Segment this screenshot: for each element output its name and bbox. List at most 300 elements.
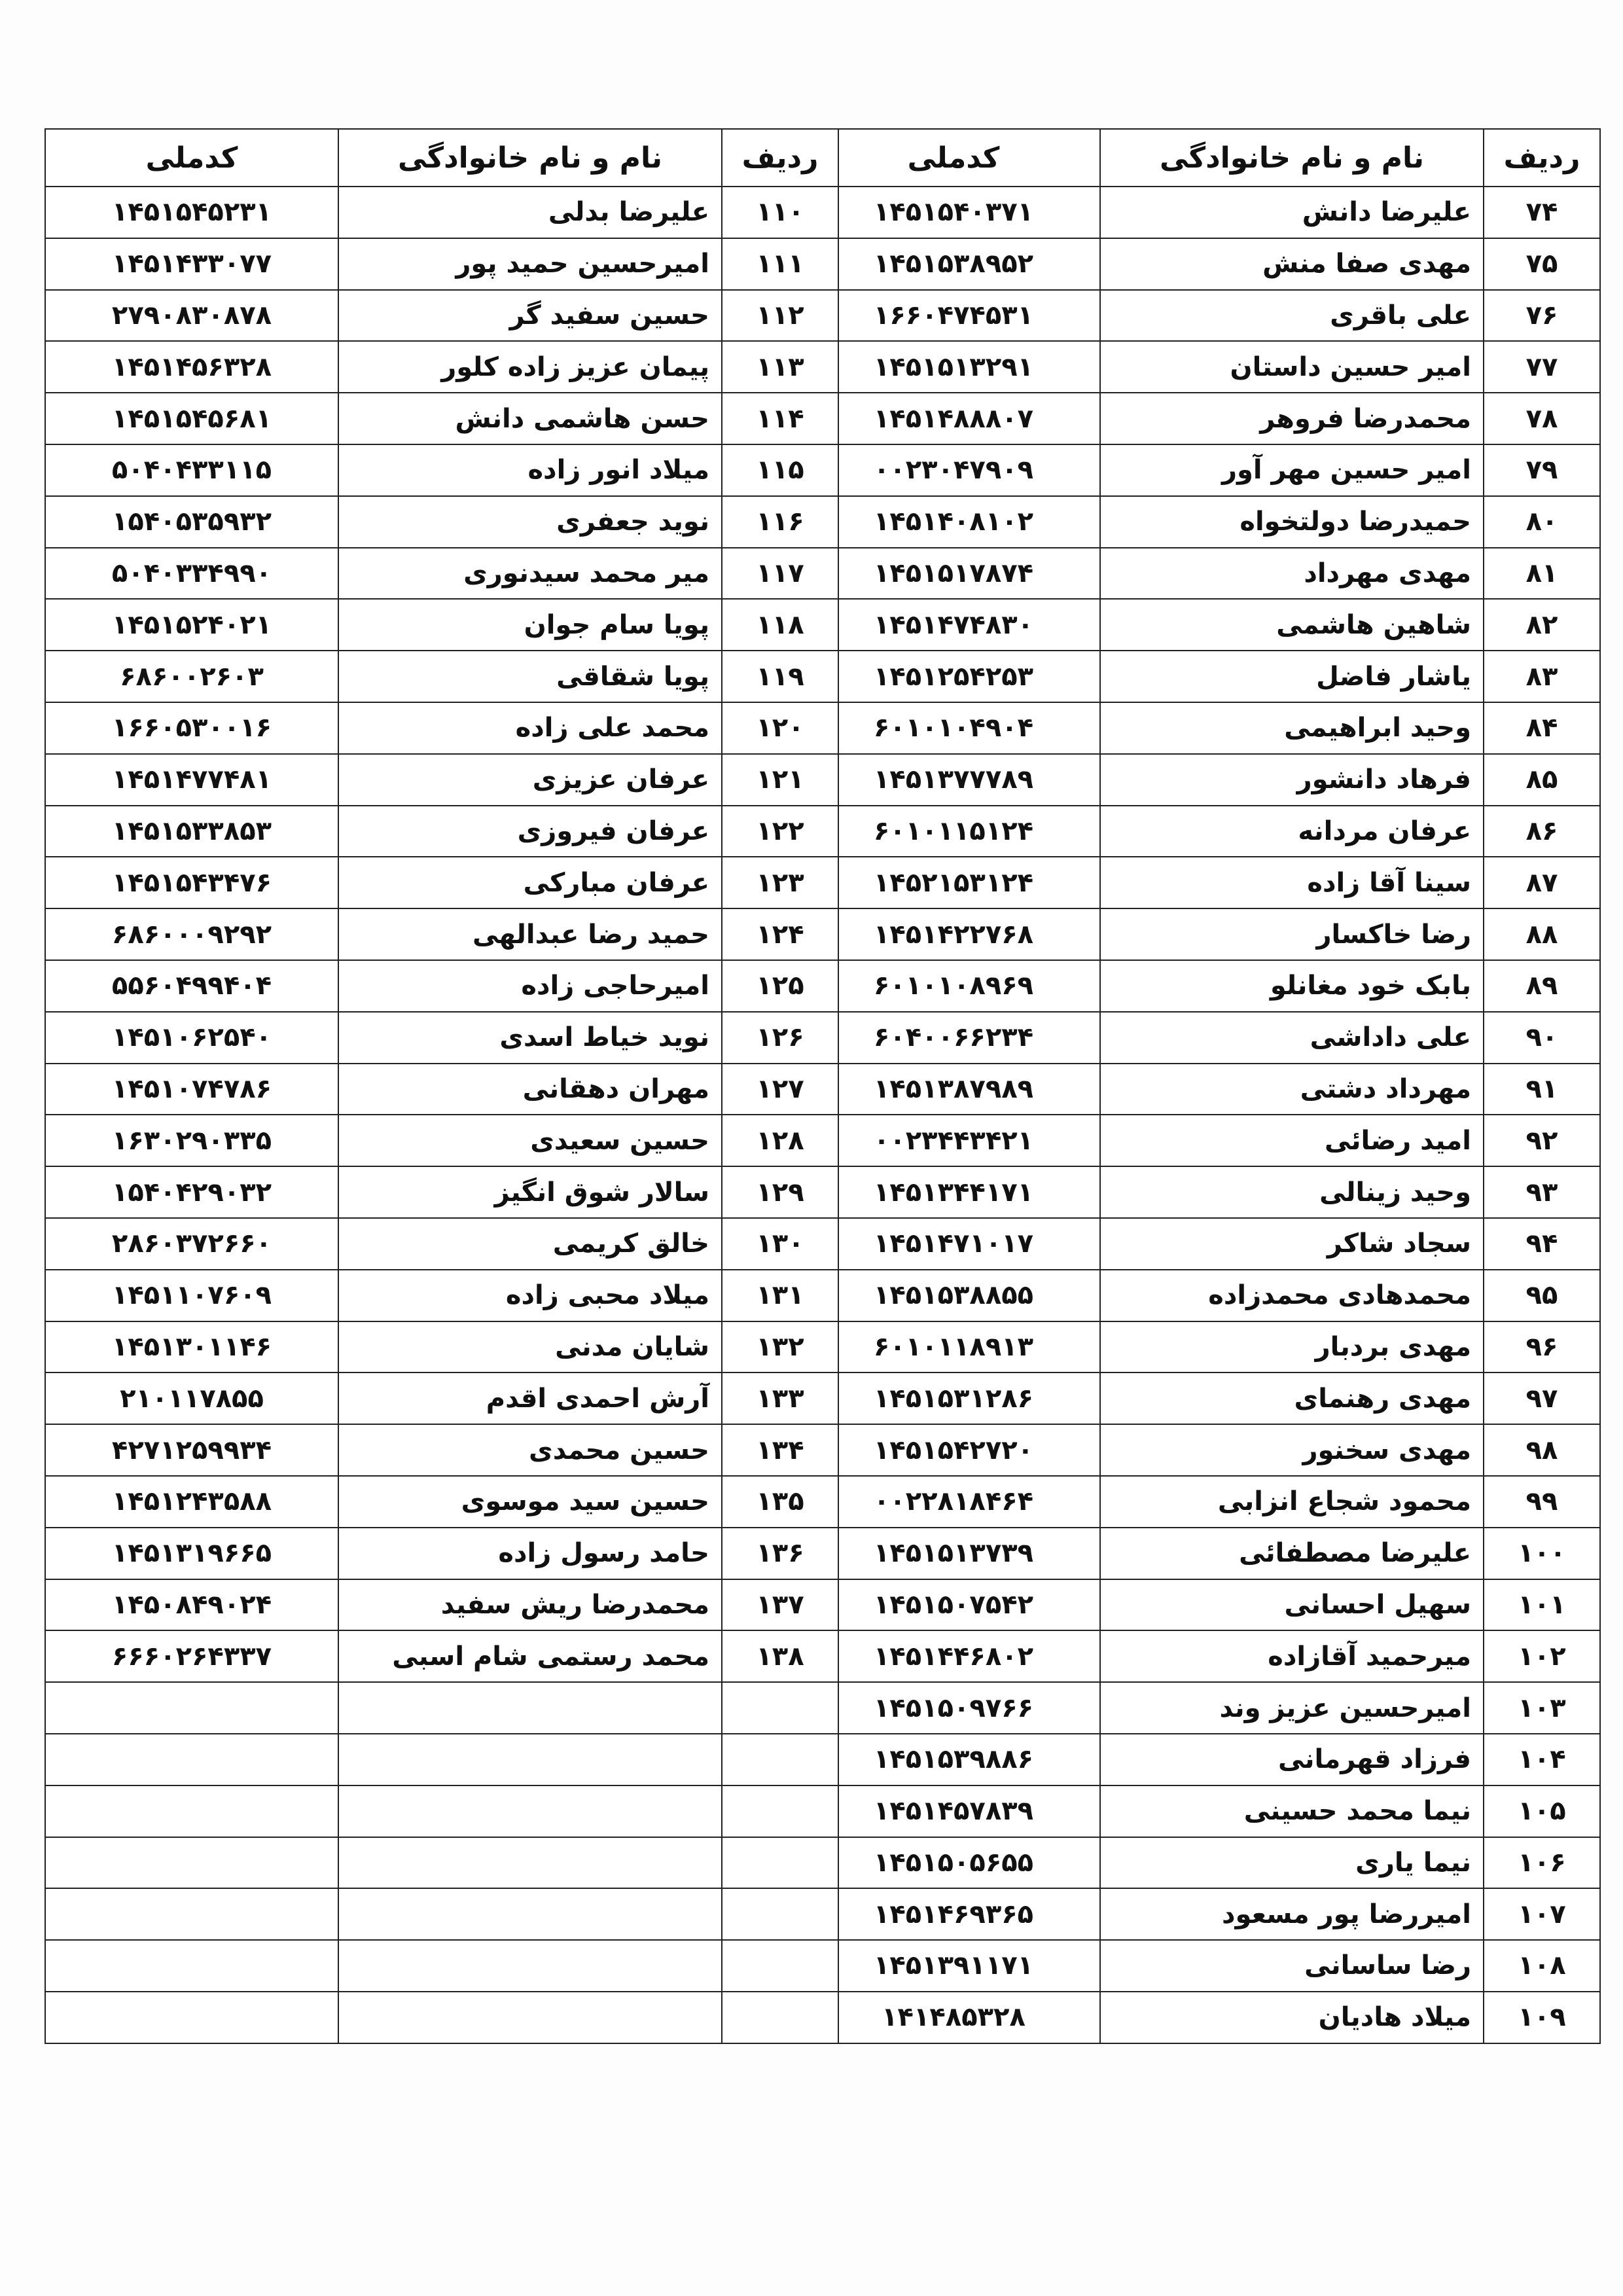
- full-name-cell: حامد رسول زاده: [338, 1528, 722, 1579]
- table-row: [807, 1630, 1600, 1682]
- national-code-cell: ۱۴۵۱۴۵۷۸۳۹: [807, 1785, 1100, 1837]
- national-code-cell: ۱۴۵۱۵۴۰۳۷۱: [807, 187, 1100, 238]
- full-name-cell: حسین سید موسوی: [338, 1476, 722, 1528]
- table-row: [807, 444, 1600, 496]
- full-name-cell: شاهین هاشمی: [1100, 599, 1484, 651]
- national-code-cell: ۱۴۵۱۳۸۷۹۸۹: [807, 1064, 1100, 1115]
- full-name-cell: رضا خاکسار: [1100, 908, 1484, 960]
- row-number-cell: ۷۴: [1484, 187, 1600, 238]
- national-code-cell: ۱۴۵۱۳۱۹۶۶۵: [45, 1528, 338, 1579]
- full-name-cell: پیمان عزیز زاده کلور: [338, 341, 722, 393]
- row-number-cell: ۷۹: [1484, 444, 1600, 496]
- national-code-cell: ۱۴۵۱۲۴۳۵۸۸: [45, 1476, 338, 1528]
- national-code-cell: ۱۴۵۱۵۰۵۶۵۵: [807, 1837, 1100, 1889]
- full-name-cell: نیما یاری: [1100, 1837, 1484, 1889]
- full-name-cell: [338, 1682, 722, 1734]
- full-name-cell: محمدرضا ریش سفید: [338, 1579, 722, 1631]
- full-name-cell: عرفان فیروزی: [338, 806, 722, 857]
- full-name-cell: حسین محمدی: [338, 1424, 722, 1476]
- table-row: [807, 1888, 1600, 1940]
- national-code-cell: ۱۴۵۱۵۰۹۷۶۶: [807, 1682, 1100, 1734]
- header-row-number: ردیف: [722, 129, 838, 187]
- national-code-cell: ۲۱۰۱۱۷۸۵۵: [45, 1372, 338, 1424]
- table-row: [45, 857, 838, 908]
- national-code-cell: ۱۴۵۱۳۷۷۷۸۹: [807, 754, 1100, 806]
- table-row: [807, 290, 1600, 342]
- full-name-cell: پویا شقاقی: [338, 651, 722, 702]
- row-number-cell: ۱۰۰: [1484, 1528, 1600, 1579]
- row-number-cell: ۱۰۵: [1484, 1785, 1600, 1837]
- table-row: [45, 1476, 838, 1528]
- national-code-cell: ۱۴۵۲۱۵۳۱۲۴: [807, 857, 1100, 908]
- national-code-cell: ۱۴۵۱۵۴۵۲۳۱: [45, 187, 338, 238]
- full-name-cell: علیرضا مصطفائی: [1100, 1528, 1484, 1579]
- national-code-cell: [45, 1888, 338, 1940]
- table-row: [45, 1837, 838, 1889]
- row-number-cell: ۱۰۸: [1484, 1940, 1600, 1992]
- full-name-cell: [338, 1785, 722, 1837]
- table-row: [807, 908, 1600, 960]
- national-code-cell: ۱۴۵۱۰۶۲۵۴۰: [45, 1012, 338, 1064]
- table-row: [45, 1372, 838, 1424]
- national-code-cell: ۶۸۶۰۰۰۹۲۹۲: [45, 908, 338, 960]
- national-code-cell: ۶۰۱۰۱۰۸۹۶۹: [807, 960, 1100, 1012]
- row-number-cell: ۱۱۵: [722, 444, 838, 496]
- table-row: [807, 1321, 1600, 1373]
- full-name-cell: علی باقری: [1100, 290, 1484, 342]
- row-number-cell: ۱۱۹: [722, 651, 838, 702]
- national-code-cell: ۱۴۵۱۵۱۷۸۷۴: [807, 548, 1100, 600]
- table-row: [45, 496, 838, 548]
- table-row: [45, 341, 838, 393]
- national-code-cell: ۶۸۶۰۰۲۶۰۳: [45, 651, 338, 702]
- roster-table-right: [806, 128, 1601, 2044]
- row-number-cell: ۱۱۶: [722, 496, 838, 548]
- full-name-cell: میلاد هادیان: [1100, 1992, 1484, 2043]
- row-number-cell: ۸۷: [1484, 857, 1600, 908]
- table-row: [45, 651, 838, 702]
- row-number-cell: ۱۰۱: [1484, 1579, 1600, 1631]
- table-row: [807, 806, 1600, 857]
- full-name-cell: مهدی مهرداد: [1100, 548, 1484, 600]
- national-code-cell: [45, 1734, 338, 1785]
- national-code-cell: ۱۴۵۱۵۴۵۶۸۱: [45, 393, 338, 444]
- full-name-cell: مهرداد دشتی: [1100, 1064, 1484, 1115]
- national-code-cell: ۱۴۵۱۴۷۱۰۱۷: [807, 1218, 1100, 1270]
- table-row: [45, 1785, 838, 1837]
- full-name-cell: عرفان عزیزی: [338, 754, 722, 806]
- national-code-cell: ۱۴۵۱۴۷۷۴۸۱: [45, 754, 338, 806]
- table-row: [45, 1734, 838, 1785]
- table-row: [807, 548, 1600, 600]
- table-row: [45, 1888, 838, 1940]
- full-name-cell: شایان مدنی: [338, 1321, 722, 1373]
- national-code-cell: ۶۰۴۰۰۶۶۲۳۴: [807, 1012, 1100, 1064]
- row-number-cell: ۱۰۹: [1484, 1992, 1600, 2043]
- national-code-cell: ۱۴۵۱۲۵۴۲۵۳: [807, 651, 1100, 702]
- row-number-cell: ۹۱: [1484, 1064, 1600, 1115]
- national-code-cell: ۱۴۵۱۴۰۸۱۰۲: [807, 496, 1100, 548]
- row-number-cell: [722, 1785, 838, 1837]
- row-number-cell: ۱۳۴: [722, 1424, 838, 1476]
- full-name-cell: امیرحسین حمید پور: [338, 238, 722, 290]
- row-number-cell: ۱۲۸: [722, 1115, 838, 1166]
- national-code-cell: ۱۶۶۰۵۳۰۰۱۶: [45, 702, 338, 754]
- full-name-cell: محمد علی زاده: [338, 702, 722, 754]
- table-row: [807, 1270, 1600, 1321]
- national-code-cell: ۱۴۵۱۱۰۷۶۰۹: [45, 1270, 338, 1321]
- full-name-cell: سهیل احسانی: [1100, 1579, 1484, 1631]
- row-number-cell: ۱۲۰: [722, 702, 838, 754]
- row-number-cell: ۹۳: [1484, 1166, 1600, 1218]
- table-row: [45, 393, 838, 444]
- table-row: [807, 1372, 1600, 1424]
- full-name-cell: امید رضائی: [1100, 1115, 1484, 1166]
- table-row: [45, 754, 838, 806]
- table-row: [45, 290, 838, 342]
- row-number-cell: ۱۱۲: [722, 290, 838, 342]
- national-code-cell: ۱۴۵۱۳۴۴۱۷۱: [807, 1166, 1100, 1218]
- row-number-cell: [722, 1682, 838, 1734]
- table-row: [807, 702, 1600, 754]
- table-row: [807, 1115, 1600, 1166]
- table-row: [45, 1321, 838, 1373]
- table-row: [45, 1115, 838, 1166]
- full-name-cell: امیرحاجی زاده: [338, 960, 722, 1012]
- table-row: [45, 1064, 838, 1115]
- table-row: [807, 1734, 1600, 1785]
- national-code-cell: [45, 1837, 338, 1889]
- row-number-cell: ۱۲۳: [722, 857, 838, 908]
- national-code-cell: ۱۴۵۱۵۳۸۹۵۲: [807, 238, 1100, 290]
- row-number-cell: ۷۷: [1484, 341, 1600, 393]
- row-number-cell: ۹۸: [1484, 1424, 1600, 1476]
- national-code-cell: ۱۴۵۰۸۴۹۰۲۴: [45, 1579, 338, 1631]
- header-full-name: نام و نام خانوادگی: [338, 129, 722, 187]
- national-code-cell: ۱۴۵۱۴۴۶۸۰۲: [807, 1630, 1100, 1682]
- full-name-cell: بابک خود مغانلو: [1100, 960, 1484, 1012]
- full-name-cell: وحید زینالی: [1100, 1166, 1484, 1218]
- full-name-cell: وحید ابراهیمی: [1100, 702, 1484, 754]
- row-number-cell: ۱۳۲: [722, 1321, 838, 1373]
- full-name-cell: میر محمد سیدنوری: [338, 548, 722, 600]
- full-name-cell: علیرضا بدلی: [338, 187, 722, 238]
- full-name-cell: آرش احمدی اقدم: [338, 1372, 722, 1424]
- table-row: [45, 1630, 838, 1682]
- row-number-cell: ۸۰: [1484, 496, 1600, 548]
- row-number-cell: ۹۵: [1484, 1270, 1600, 1321]
- table-row: [45, 238, 838, 290]
- table-row: [45, 1528, 838, 1579]
- table-row: [45, 1270, 838, 1321]
- table-row: [807, 238, 1600, 290]
- full-name-cell: امیر حسین مهر آور: [1100, 444, 1484, 496]
- row-number-cell: ۱۳۷: [722, 1579, 838, 1631]
- row-number-cell: ۸۹: [1484, 960, 1600, 1012]
- national-code-cell: ۱۴۵۱۴۶۹۳۶۵: [807, 1888, 1100, 1940]
- header-national-code: کدملی: [45, 129, 338, 187]
- national-code-cell: ۱۴۵۱۴۲۲۷۶۸: [807, 908, 1100, 960]
- full-name-cell: فرزاد قهرمانی: [1100, 1734, 1484, 1785]
- row-number-cell: ۷۶: [1484, 290, 1600, 342]
- table-row: [807, 496, 1600, 548]
- table-row: [45, 960, 838, 1012]
- full-name-cell: امیرحسین عزیز وند: [1100, 1682, 1484, 1734]
- national-code-cell: ۱۴۵۱۴۵۶۳۲۸: [45, 341, 338, 393]
- table-row: [807, 754, 1600, 806]
- full-name-cell: پویا سام جوان: [338, 599, 722, 651]
- row-number-cell: ۹۷: [1484, 1372, 1600, 1424]
- national-code-cell: [45, 1785, 338, 1837]
- full-name-cell: میلاد محبی زاده: [338, 1270, 722, 1321]
- row-number-cell: ۱۱۴: [722, 393, 838, 444]
- national-code-cell: ۱۴۵۱۰۷۴۷۸۶: [45, 1064, 338, 1115]
- row-number-cell: ۸۲: [1484, 599, 1600, 651]
- national-code-cell: ۰۰۲۳۰۴۷۹۰۹: [807, 444, 1100, 496]
- national-code-cell: ۰۰۲۳۴۴۳۴۲۱: [807, 1115, 1100, 1166]
- row-number-cell: [722, 1992, 838, 2043]
- national-code-cell: ۲۷۹۰۸۳۰۸۷۸: [45, 290, 338, 342]
- row-number-cell: ۱۲۷: [722, 1064, 838, 1115]
- national-code-cell: ۵۰۴۰۴۳۳۱۱۵: [45, 444, 338, 496]
- table-row: [45, 806, 838, 857]
- row-number-cell: ۱۲۶: [722, 1012, 838, 1064]
- full-name-cell: فرهاد دانشور: [1100, 754, 1484, 806]
- national-code-cell: ۱۴۵۱۵۳۱۲۸۶: [807, 1372, 1100, 1424]
- full-name-cell: مهدی بردبار: [1100, 1321, 1484, 1373]
- national-code-cell: ۱۴۵۱۵۲۴۰۲۱: [45, 599, 338, 651]
- table-row: [807, 1218, 1600, 1270]
- full-name-cell: [338, 1734, 722, 1785]
- full-name-cell: امیررضا پور مسعود: [1100, 1888, 1484, 1940]
- row-number-cell: ۹۰: [1484, 1012, 1600, 1064]
- row-number-cell: ۹۴: [1484, 1218, 1600, 1270]
- full-name-cell: سالار شوق انگیز: [338, 1166, 722, 1218]
- full-name-cell: حسن هاشمی دانش: [338, 393, 722, 444]
- header-full-name: نام و نام خانوادگی: [1100, 129, 1484, 187]
- table-row: [807, 651, 1600, 702]
- row-number-cell: ۷۸: [1484, 393, 1600, 444]
- table-row: [807, 1837, 1600, 1889]
- national-code-cell: ۶۶۶۰۲۶۴۳۳۷: [45, 1630, 338, 1682]
- table-row: [807, 1012, 1600, 1064]
- row-number-cell: ۱۱۰: [722, 187, 838, 238]
- national-code-cell: ۶۰۱۰۱۰۴۹۰۴: [807, 702, 1100, 754]
- full-name-cell: مهران دهقانی: [338, 1064, 722, 1115]
- full-name-cell: [338, 1837, 722, 1889]
- full-name-cell: حسین سفید گر: [338, 290, 722, 342]
- national-code-cell: ۶۰۱۰۱۱۵۱۲۴: [807, 806, 1100, 857]
- row-number-cell: ۹۹: [1484, 1476, 1600, 1528]
- row-number-cell: ۱۲۱: [722, 754, 838, 806]
- table-row: [807, 1940, 1600, 1992]
- national-code-cell: ۱۴۵۱۵۳۸۸۵۵: [807, 1270, 1100, 1321]
- table-row: [45, 548, 838, 600]
- national-code-cell: ۶۰۱۰۱۱۸۹۱۳: [807, 1321, 1100, 1373]
- row-number-cell: ۱۳۰: [722, 1218, 838, 1270]
- national-code-cell: [45, 1992, 338, 2043]
- full-name-cell: محمد رستمی شام اسبی: [338, 1630, 722, 1682]
- table-row: [807, 1785, 1600, 1837]
- table-row: [807, 1476, 1600, 1528]
- national-code-cell: ۱۴۵۱۵۱۳۲۹۱: [807, 341, 1100, 393]
- table-row: [45, 908, 838, 960]
- national-code-cell: ۰۰۲۲۸۱۸۴۶۴: [807, 1476, 1100, 1528]
- national-code-cell: ۱۶۶۰۴۷۴۵۳۱: [807, 290, 1100, 342]
- full-name-cell: مهدی رهنمای: [1100, 1372, 1484, 1424]
- row-number-cell: [722, 1940, 838, 1992]
- full-name-cell: نوید خیاط اسدی: [338, 1012, 722, 1064]
- row-number-cell: ۸۱: [1484, 548, 1600, 600]
- national-code-cell: [45, 1940, 338, 1992]
- row-number-cell: ۹۲: [1484, 1115, 1600, 1166]
- table-row: [807, 393, 1600, 444]
- national-code-cell: ۱۴۵۱۴۷۴۸۳۰: [807, 599, 1100, 651]
- row-number-cell: ۱۳۳: [722, 1372, 838, 1424]
- table-row: [45, 1166, 838, 1218]
- national-code-cell: ۲۸۶۰۳۷۲۶۶۰: [45, 1218, 338, 1270]
- national-code-cell: ۱۴۵۱۵۴۳۴۷۶: [45, 857, 338, 908]
- national-code-cell: ۴۲۷۱۲۵۹۹۳۴: [45, 1424, 338, 1476]
- national-code-cell: ۱۴۱۴۸۵۳۲۸: [807, 1992, 1100, 2043]
- national-code-cell: ۱۴۵۱۵۳۳۸۵۳: [45, 806, 338, 857]
- table-row: [45, 1940, 838, 1992]
- row-number-cell: ۹۶: [1484, 1321, 1600, 1373]
- full-name-cell: میلاد انور زاده: [338, 444, 722, 496]
- roster-body-right: [807, 187, 1600, 2043]
- table-row: [807, 187, 1600, 238]
- full-name-cell: علیرضا دانش: [1100, 187, 1484, 238]
- full-name-cell: رضا ساسانی: [1100, 1940, 1484, 1992]
- full-name-cell: یاشار فاضل: [1100, 651, 1484, 702]
- full-name-cell: نوید جعفری: [338, 496, 722, 548]
- table-row: [807, 1528, 1600, 1579]
- table-row: [45, 1218, 838, 1270]
- national-code-cell: ۱۴۵۱۴۳۳۰۷۷: [45, 238, 338, 290]
- table-row: [807, 1064, 1600, 1115]
- national-code-cell: ۱۶۳۰۲۹۰۳۳۵: [45, 1115, 338, 1166]
- header-national-code: کدملی: [807, 129, 1100, 187]
- row-number-cell: ۱۱۳: [722, 341, 838, 393]
- full-name-cell: محمدهادی محمدزاده: [1100, 1270, 1484, 1321]
- full-name-cell: عرفان مردانه: [1100, 806, 1484, 857]
- full-name-cell: خالق کریمی: [338, 1218, 722, 1270]
- roster-table-left: [45, 128, 839, 2044]
- row-number-cell: ۷۵: [1484, 238, 1600, 290]
- full-name-cell: مهدی سخنور: [1100, 1424, 1484, 1476]
- table-row: [45, 1579, 838, 1631]
- table-row: [807, 857, 1600, 908]
- table-row: [807, 1579, 1600, 1631]
- row-number-cell: [722, 1888, 838, 1940]
- table-row: [45, 1992, 838, 2043]
- row-number-cell: ۱۳۱: [722, 1270, 838, 1321]
- row-number-cell: ۸۳: [1484, 651, 1600, 702]
- national-code-cell: ۱۵۴۰۵۳۵۹۳۲: [45, 496, 338, 548]
- full-name-cell: حمیدرضا دولتخواه: [1100, 496, 1484, 548]
- table-row: [807, 1992, 1600, 2043]
- row-number-cell: ۱۳۸: [722, 1630, 838, 1682]
- full-name-cell: سجاد شاکر: [1100, 1218, 1484, 1270]
- national-code-cell: ۱۴۵۱۳۹۱۱۷۱: [807, 1940, 1100, 1992]
- row-number-cell: ۱۳۵: [722, 1476, 838, 1528]
- row-number-cell: ۸۴: [1484, 702, 1600, 754]
- full-name-cell: محمود شجاع انزابی: [1100, 1476, 1484, 1528]
- row-number-cell: ۱۰۳: [1484, 1682, 1600, 1734]
- row-number-cell: ۱۲۹: [722, 1166, 838, 1218]
- full-name-cell: [338, 1992, 722, 2043]
- full-name-cell: حمید رضا عبدالهی: [338, 908, 722, 960]
- table-row: [807, 1682, 1600, 1734]
- table-header-row: [45, 129, 838, 187]
- table-row: [45, 1682, 838, 1734]
- table-row: [807, 599, 1600, 651]
- table-row: [807, 960, 1600, 1012]
- full-name-cell: میرحمید آقازاده: [1100, 1630, 1484, 1682]
- row-number-cell: ۱۰۶: [1484, 1837, 1600, 1889]
- row-number-cell: ۸۵: [1484, 754, 1600, 806]
- row-number-cell: ۸۶: [1484, 806, 1600, 857]
- table-row: [807, 1166, 1600, 1218]
- table-row: [807, 341, 1600, 393]
- table-header-row: [807, 129, 1600, 187]
- full-name-cell: علی داداشی: [1100, 1012, 1484, 1064]
- national-code-cell: ۱۴۵۱۴۸۸۸۰۷: [807, 393, 1100, 444]
- national-code-cell: ۵۰۴۰۳۳۴۹۹۰: [45, 548, 338, 600]
- full-name-cell: حسین سعیدی: [338, 1115, 722, 1166]
- national-code-cell: ۱۵۴۰۴۲۹۰۳۲: [45, 1166, 338, 1218]
- full-name-cell: سینا آقا زاده: [1100, 857, 1484, 908]
- table-row: [45, 1012, 838, 1064]
- header-row-number: ردیف: [1484, 129, 1600, 187]
- national-code-cell: ۵۵۶۰۴۹۹۴۰۴: [45, 960, 338, 1012]
- full-name-cell: [338, 1940, 722, 1992]
- table-row: [807, 1424, 1600, 1476]
- full-name-cell: امیر حسین داستان: [1100, 341, 1484, 393]
- table-row: [45, 187, 838, 238]
- row-number-cell: ۱۳۶: [722, 1528, 838, 1579]
- row-number-cell: ۱۱۷: [722, 548, 838, 600]
- row-number-cell: ۱۱۸: [722, 599, 838, 651]
- full-name-cell: نیما محمد حسینی: [1100, 1785, 1484, 1837]
- full-name-cell: عرفان مبارکی: [338, 857, 722, 908]
- national-code-cell: ۱۴۵۱۵۱۳۷۳۹: [807, 1528, 1100, 1579]
- table-row: [45, 599, 838, 651]
- row-number-cell: ۱۲۵: [722, 960, 838, 1012]
- row-number-cell: ۱۰۲: [1484, 1630, 1600, 1682]
- table-row: [45, 444, 838, 496]
- row-number-cell: ۱۲۲: [722, 806, 838, 857]
- row-number-cell: ۱۰۷: [1484, 1888, 1600, 1940]
- table-row: [45, 1424, 838, 1476]
- row-number-cell: ۱۰۴: [1484, 1734, 1600, 1785]
- national-code-cell: ۱۴۵۱۳۰۱۱۴۶: [45, 1321, 338, 1373]
- row-number-cell: ۱۲۴: [722, 908, 838, 960]
- national-code-cell: ۱۴۵۱۵۳۹۸۸۶: [807, 1734, 1100, 1785]
- row-number-cell: ۸۸: [1484, 908, 1600, 960]
- full-name-cell: [338, 1888, 722, 1940]
- roster-body-left: [45, 187, 838, 2043]
- full-name-cell: مهدی صفا منش: [1100, 238, 1484, 290]
- national-code-cell: ۱۴۵۱۵۰۷۵۴۲: [807, 1579, 1100, 1631]
- row-number-cell: ۱۱۱: [722, 238, 838, 290]
- row-number-cell: [722, 1837, 838, 1889]
- national-code-cell: ۱۴۵۱۵۴۲۷۲۰: [807, 1424, 1100, 1476]
- row-number-cell: [722, 1734, 838, 1785]
- full-name-cell: محمدرضا فروهر: [1100, 393, 1484, 444]
- table-row: [45, 702, 838, 754]
- national-code-cell: [45, 1682, 338, 1734]
